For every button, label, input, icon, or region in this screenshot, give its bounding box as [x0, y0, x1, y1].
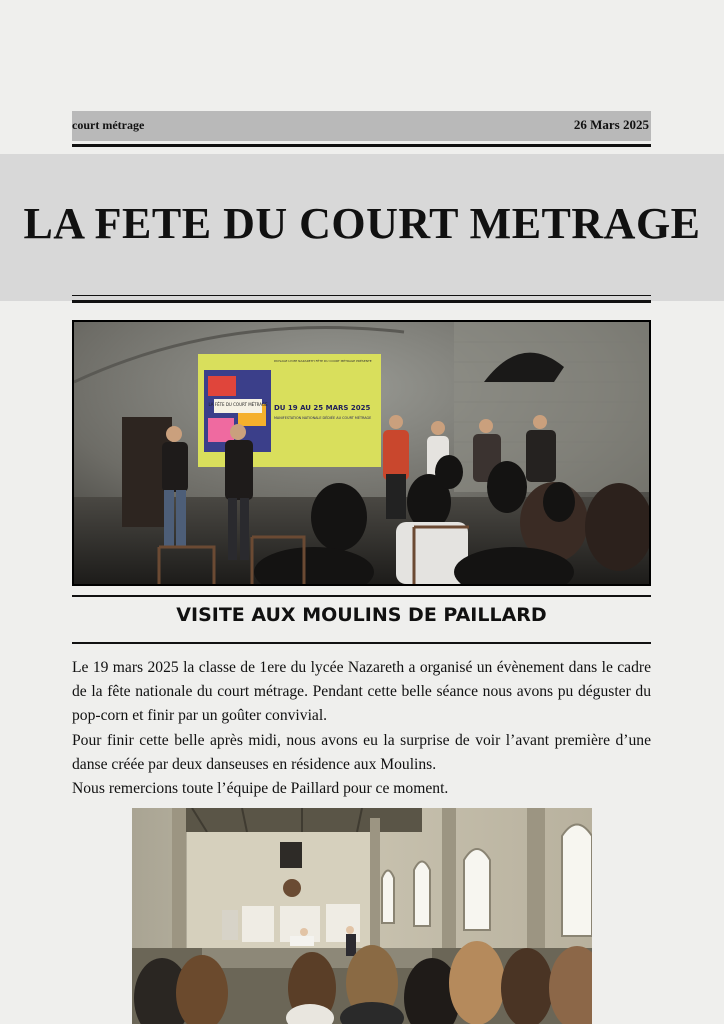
article-body: [72, 656, 651, 801]
hall-photo: [132, 808, 592, 1024]
divider-rule: [72, 295, 651, 296]
event-photo-illustration: [74, 322, 649, 584]
article-paragraph: Pour finir cette belle après midi, nous avons eu la surprise de voir l’avant première d’une danse créée par deux danseuses en résidence aux Moulins.: [72, 731, 651, 773]
page-title: LA FETE DU COURT METRAGE: [23, 199, 701, 248]
article-paragraph: Nous remercions toute l’équipe de Paillard pour ce moment.: [72, 780, 449, 798]
divider-rule: [72, 642, 651, 644]
divider-rule: [72, 300, 651, 303]
header-strip: [72, 111, 651, 141]
divider-rule: [72, 595, 651, 597]
title-band: [0, 154, 724, 301]
hall-photo-illustration: [132, 808, 592, 1024]
slide-poster-text: LA FÊTE DU COURT MÉTRAGE: [208, 402, 268, 407]
slide-subtitle: MANIFESTATION NATIONALE DÉDIÉE AU COURT MÉTRAGE: [274, 416, 372, 420]
slide-header-text: PAYSAGE LYCEE NAZARETH FÊTE DU COURT MÉTRAGE PRÉSENTE: [274, 359, 372, 363]
issue-date: 26 Mars 2025: [573, 117, 649, 132]
article-paragraph: Le 19 mars 2025 la classe de 1ere du lycée Nazareth a organisé un évènement dans le cadre de la fête nationale du court métrage. Pendant cette belle séance nous avons pu déguster du pop-corn et finir par un goûter convivial.: [72, 659, 651, 725]
article-heading: VISITE AUX MOULINS DE PAILLARD: [176, 604, 547, 626]
slide-dates: DU 19 AU 25 MARS 2025: [274, 404, 371, 412]
event-photo: [72, 320, 651, 586]
section-label: court métrage: [72, 118, 145, 132]
divider-rule: [72, 144, 651, 147]
